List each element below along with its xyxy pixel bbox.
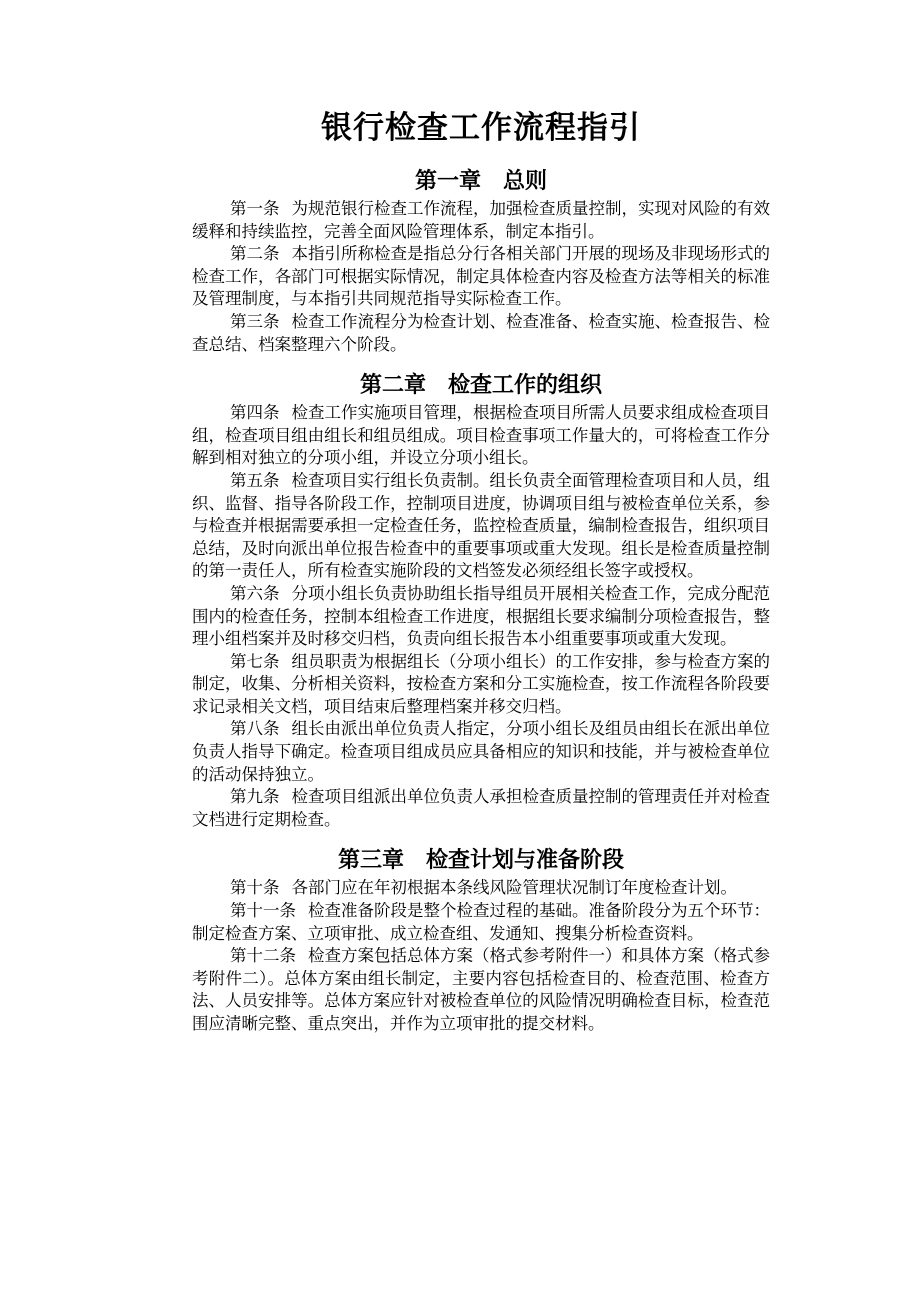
article-number: 第六条 [230, 583, 280, 603]
article-number: 第一条 [230, 199, 280, 218]
article-number: 第十一条 [230, 901, 296, 921]
chapter-title: 第一章 总则 [414, 169, 547, 194]
article-text: 分项小组长负责协助组长指导组员开展相关检查工作，完成分配范围内的检查任务，控制本组检查工作进度，根据组长要求编制分项检查报告，整理小组档案并及时移交归档，负责向组长报告本小组重要事项或重大发现。 [192, 583, 770, 649]
chapter-3 [192, 845, 770, 1035]
article-number: 第八条 [230, 719, 280, 739]
article-number: 第十二条 [230, 946, 296, 966]
chapter-title: 第二章 检查工作的组织 [359, 373, 602, 399]
article-5 [192, 470, 770, 583]
article-number: 第五条 [230, 470, 280, 490]
article-8 [192, 718, 770, 786]
article-text: 检查方案包括总体方案（格式参考附件一）和具体方案（格式参考附件二）。总体方案由组长制定，主要内容包括检查目的、检查范围、检查方法、人员安排等。总体方案应针对被检查单位的风险情况明确检查目标，检查范围应清晰完整、重点突出，并作为立项审批的提交材料。 [192, 946, 770, 1033]
article-number: 第三条 [230, 311, 280, 331]
article-9 [192, 786, 770, 831]
chapter-2 [192, 370, 770, 831]
article-number: 第九条 [230, 787, 280, 807]
article-text: 组员职责为根据组长（分项小组长）的工作安排，参与检查方案的制定，收集、分析相关资料，按检查方案和分工实施检查，按工作流程各阶段要求记录相关文档，项目结束后整理档案并移交归档。 [192, 651, 770, 716]
article-number: 第二条 [230, 244, 280, 264]
article-text: 为规范银行检查工作流程，加强检查质量控制，实现对风险的有效缓释和持续监控，完善全面风险管理体系，制定本指引。 [192, 199, 770, 241]
article-7 [192, 651, 770, 719]
article-11 [192, 900, 770, 945]
chapter-1 [192, 166, 770, 356]
chapter-title: 第三章 检查计划与准备阶段 [337, 848, 624, 874]
article-text: 检查工作实施项目管理，根据检查项目所需人员要求组成检查项目组，检查项目组由组长和组员组成。项目检查事项工作量大的，可将检查工作分解到相对独立的分项小组，并设立分项小组长。 [192, 403, 770, 468]
article-text: 检查项目实行组长负责制。组长负责全面管理检查项目和人员，组织、监督、指导各阶段工作，控制项目进度，协调项目组与被检查单位关系，参与检查并根据需要承担一定检查任务，监控检查质量，编制检查报告，组织项目总结，及时向派出单位报告检查中的重要事项或重大发现。组长是检查质量控制的第一责任人，所有检查实施阶段的文档签发必须经组长签字或授权。 [192, 470, 770, 581]
article-12 [192, 945, 770, 1035]
document-title: 银行检查工作流程指引 [321, 110, 641, 146]
article-number: 第四条 [230, 403, 280, 423]
document-page [192, 104, 770, 1036]
article-text: 本指引所称检查是指总分行各相关部门开展的现场及非现场形式的检查工作，各部门可根据实际情况，制定具体检查内容及检查方法等相关的标准及管理制度，与本指引共同规范指导实际检查工作。 [192, 244, 770, 309]
article-text: 检查项目组派出单位负责人承担检查质量控制的管理责任并对检查文档进行定期检查。 [192, 787, 770, 829]
article-number: 第七条 [230, 651, 280, 671]
article-6 [192, 583, 770, 651]
article-1 [192, 198, 770, 243]
article-10 [192, 877, 770, 900]
article-text: 检查工作流程分为检查计划、检查准备、检查实施、检查报告、检查总结、档案整理六个阶段。 [192, 311, 770, 354]
article-4 [192, 402, 770, 470]
article-number: 第十条 [230, 878, 280, 898]
article-text: 组长由派出单位负责人指定，分项小组长及组员由组长在派出单位负责人指导下确定。检查项目组成员应具备相应的知识和技能，并与被检查单位的活动保持独立。 [192, 719, 770, 784]
article-2 [192, 243, 770, 311]
article-text: 检查准备阶段是整个检查过程的基础。准备阶段分为五个环节：制定检查方案、立项审批、成立检查组、发通知、搜集分析检查资料。 [192, 901, 770, 943]
article-3 [192, 311, 770, 356]
article-text: 各部门应在年初根据本条线风险管理状况制订年度检查计划。 [291, 878, 737, 898]
